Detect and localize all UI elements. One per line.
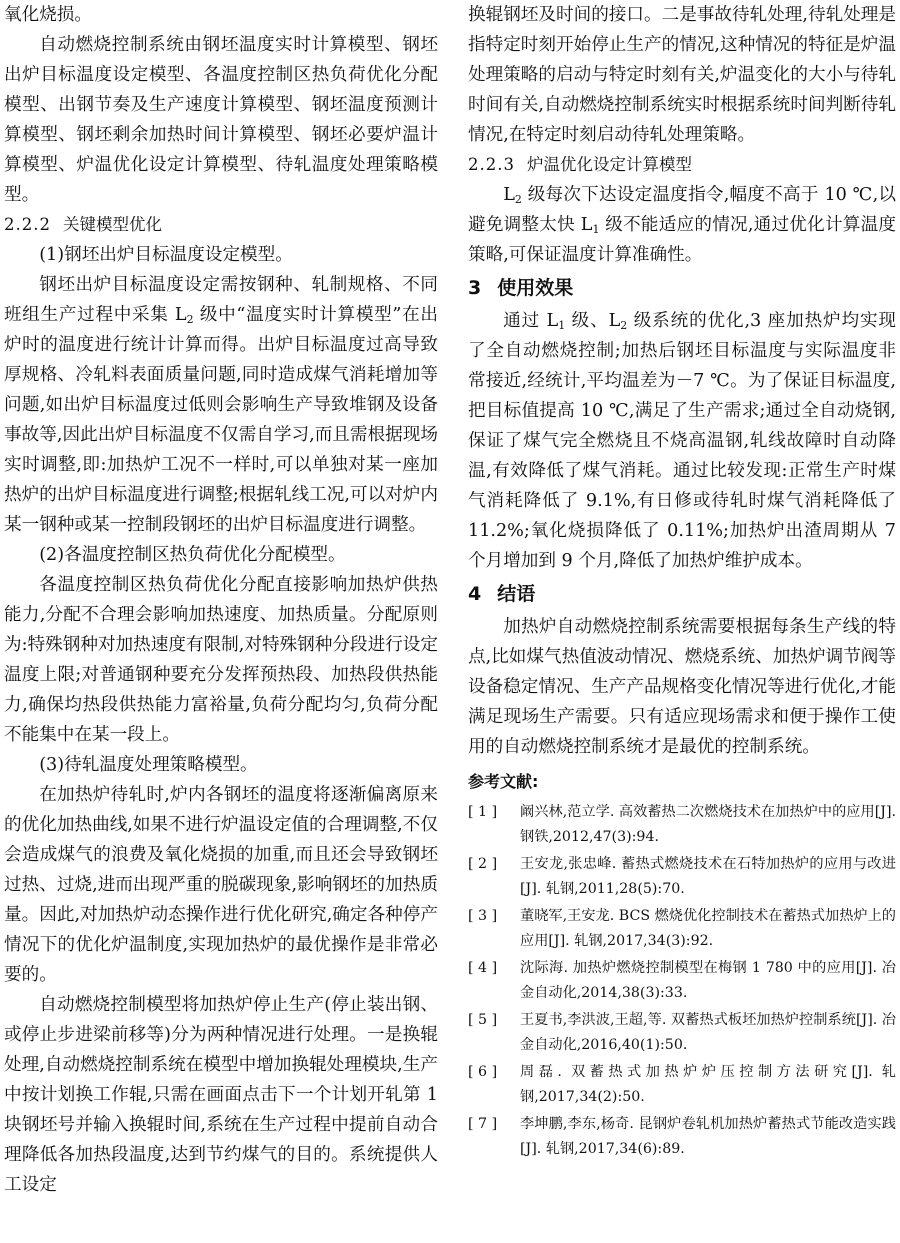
reference-item bbox=[468, 852, 896, 901]
reference-text: 王夏书,李洪波,王超,等. 双蓄热式板坯加热炉控制系统[J]. 冶金自动化,2016,40(1):50. bbox=[520, 1012, 896, 1053]
reference-number: [ 2 ] bbox=[468, 856, 498, 872]
section-title: 关键模型优化 bbox=[62, 215, 162, 234]
section-title: 结语 bbox=[497, 583, 536, 605]
reference-item bbox=[468, 1112, 896, 1161]
subsection-title-2: (2)各温度控制区热负荷优化分配模型。 bbox=[39, 545, 346, 565]
reference-text: 李坤鹏,李东,杨奇. 昆钢炉卷轧机加热炉蓄热式节能改造实践[J]. 轧钢,2017,34(6):89. bbox=[520, 1116, 896, 1157]
reference-item bbox=[468, 904, 896, 953]
paragraph-heat-load: 各温度控制区热负荷优化分配直接影响加热炉供热能力,分配不合理会影响加热速度、加热质量。分配原则为:特殊钢种对加热速度有限制,对特殊钢种分段进行设定温度上限;对普通钢种要充分发挥预热段、加热段供热能力,确保均热段供热能力富裕量,负荷分配均匀,负荷分配不能集中在某一段上。 bbox=[4, 575, 438, 745]
section-number: 2.2.3 bbox=[468, 155, 515, 174]
section-number: 4 bbox=[468, 583, 482, 605]
reference-number: [ 7 ] bbox=[468, 1116, 498, 1132]
reference-number: [ 6 ] bbox=[468, 1064, 498, 1080]
reference-item bbox=[468, 1060, 896, 1109]
reference-item bbox=[468, 1008, 896, 1057]
reference-text: 阚兴林,范立学. 高效蓄热二次燃烧技术在加热炉中的应用[J]. 钢铁,2012,47(3):94. bbox=[520, 804, 896, 845]
reference-text: 周磊. 双蓄热式加热炉炉压控制方法研究[J]. 轧钢,2017,34(2):50. bbox=[520, 1064, 896, 1105]
section-heading-2-2-2 bbox=[4, 210, 438, 240]
paragraph-system-models: 自动燃烧控制系统由钢坯温度实时计算模型、钢坯出炉目标温度设定模型、各温度控制区热负荷优化分配模型、出钢节奏及生产速度计算模型、钢坯温度预测计算模型、钢坯剩余加热时间计算模型、钢坯必要炉温计算模型、炉温优化设定计算模型、待轧温度处理策略模型。 bbox=[4, 35, 438, 205]
section-heading-3 bbox=[468, 272, 896, 304]
paragraph-target-temperature: 钢坯出炉目标温度设定需按钢种、轧制规格、不同班组生产过程中采集 $L_2$ 级中“温度实时计算模型”在出炉时的温度进行统计计算而得。出炉目标温度过高导致厚规格、冷轧料表面质量问题,同时造成煤气消耗增加等问题,如出炉目标温度过低则会影响生产导致堆钢及设备事故等,因此出炉目标温度不仅需自学习,而且需根据现场实时调整,即:加热炉工况不一样时,可以单独对某一座加热炉的出炉目标温度进行调整;根据轧线工况,可以对炉内某一钢种或某一控制段钢坯的出炉目标温度进行调整。 bbox=[4, 275, 438, 535]
paragraph-continued: 氧化烧损。 bbox=[4, 5, 92, 25]
reference-number: [ 4 ] bbox=[468, 960, 498, 976]
paragraph-temperature-optimization: $L_2$ 级每次下达设定温度指令,幅度不高于 10 ℃,以避免调整太快 $L_1$ 级不能适应的情况,通过优化计算温度策略,可保证温度计算准确性。 bbox=[468, 185, 896, 265]
references-title: 参考文献: bbox=[468, 772, 539, 791]
reference-text: 王安龙,张忠峰. 蓄热式燃烧技术在石特加热炉的应用与改进[J]. 轧钢,2011,28(5):70. bbox=[520, 856, 896, 897]
paragraph-results: 通过 $L_1$ 级、$L_2$ 级系统的优化,3 座加热炉均实现了全自动燃烧控制;加热后钢坯目标温度与实际温度非常接近,经统计,平均温差为－7 ℃。为了保证目标温度,把目标值提高 10 ℃,满足了生产需求;通过全自动烧钢,保证了煤气完全燃烧且不烧高温钢,轧线故障时自动降温,有效降低了煤气消耗。通过比较发现:正常生产时煤气消耗降低了 9.1%,有日修或待轧时煤气消耗降低了 11.2%;氧化烧损降低了 0.11%;加热炉出渣周期从 7 个月增加到 9 个月,降低了加热炉维护成本。 bbox=[468, 311, 896, 571]
paragraph-conclusion: 加热炉自动燃烧控制系统需要根据每条生产线的特点,比如煤气热值波动情况、燃烧系统、加热炉调节阀等设备稳定情况、生产产品规格变化情况等进行优化,才能满足现场生产需要。只有适应现场需求和便于操作工使用的自动燃烧控制系统才是最优的控制系统。 bbox=[468, 617, 896, 757]
section-title: 使用效果 bbox=[497, 277, 574, 299]
subsection-title-3: (3)待轧温度处理策略模型。 bbox=[39, 755, 258, 775]
reference-number: [ 1 ] bbox=[468, 804, 498, 820]
reference-item bbox=[468, 800, 896, 849]
paragraph-waiting-strategy: 在加热炉待轧时,炉内各钢坯的温度将逐渐偏离原来的优化加热曲线,如果不进行炉温设定值的合理调整,不仅会造成煤气的浪费及氧化烧损的加重,而且还会导致钢坯过热、过烧,进而出现严重的脱碳现象,影响钢坯的加热质量。因此,对加热炉动态操作进行优化研究,确定各种停产情况下的优化炉温制度,实现加热炉的最优操作是非常必要的。 bbox=[4, 785, 438, 985]
subsection-title-1: (1)钢坯出炉目标温度设定模型。 bbox=[39, 245, 293, 265]
section-number: 3 bbox=[468, 277, 482, 299]
paragraph-continued-right: 换辊钢坯及时间的接口。二是事故待轧处理,待轧处理是指特定时刻开始停止生产的情况,这种情况的特征是炉温处理策略的启动与特定时刻有关,炉温变化的大小与待轧时间有关,自动燃烧控制系统实时根据系统时间判断待轧情况,在特定时刻启动待轧处理策略。 bbox=[468, 5, 896, 145]
left-column bbox=[4, 0, 438, 1200]
section-title: 炉温优化设定计算模型 bbox=[526, 155, 692, 174]
reference-number: [ 5 ] bbox=[468, 1012, 498, 1028]
reference-item bbox=[468, 956, 896, 1005]
reference-text: 董晓军,王安龙. BCS 燃烧优化控制技术在蓄热式加热炉上的应用[J]. 轧钢,2017,34(3):92. bbox=[520, 908, 896, 949]
section-heading-2-2-3 bbox=[468, 150, 896, 180]
references-list bbox=[468, 800, 896, 1161]
paragraph-stop-handling: 自动燃烧控制模型将加热炉停止生产(停止装出钢、或停止步进梁前移等)分为两种情况进行处理。一是换辊处理,自动燃烧控制系统在模型中增加换辊处理模块,生产中按计划换工作辊,只需在画面点击下一个计划开轧第 1 块钢坯号并输入换辊时间,系统在生产过程中提前自动合理降低各加热段温度,达到节约煤气的目的。系统提供人工设定 bbox=[4, 995, 438, 1195]
reference-number: [ 3 ] bbox=[468, 908, 498, 924]
section-number: 2.2.2 bbox=[4, 215, 51, 234]
section-heading-4 bbox=[468, 578, 896, 610]
reference-text: 沈际海. 加热炉燃烧控制模型在梅钢 1 780 中的应用[J]. 冶金自动化,2014,38(3):33. bbox=[520, 960, 896, 1001]
right-column bbox=[468, 0, 896, 1164]
